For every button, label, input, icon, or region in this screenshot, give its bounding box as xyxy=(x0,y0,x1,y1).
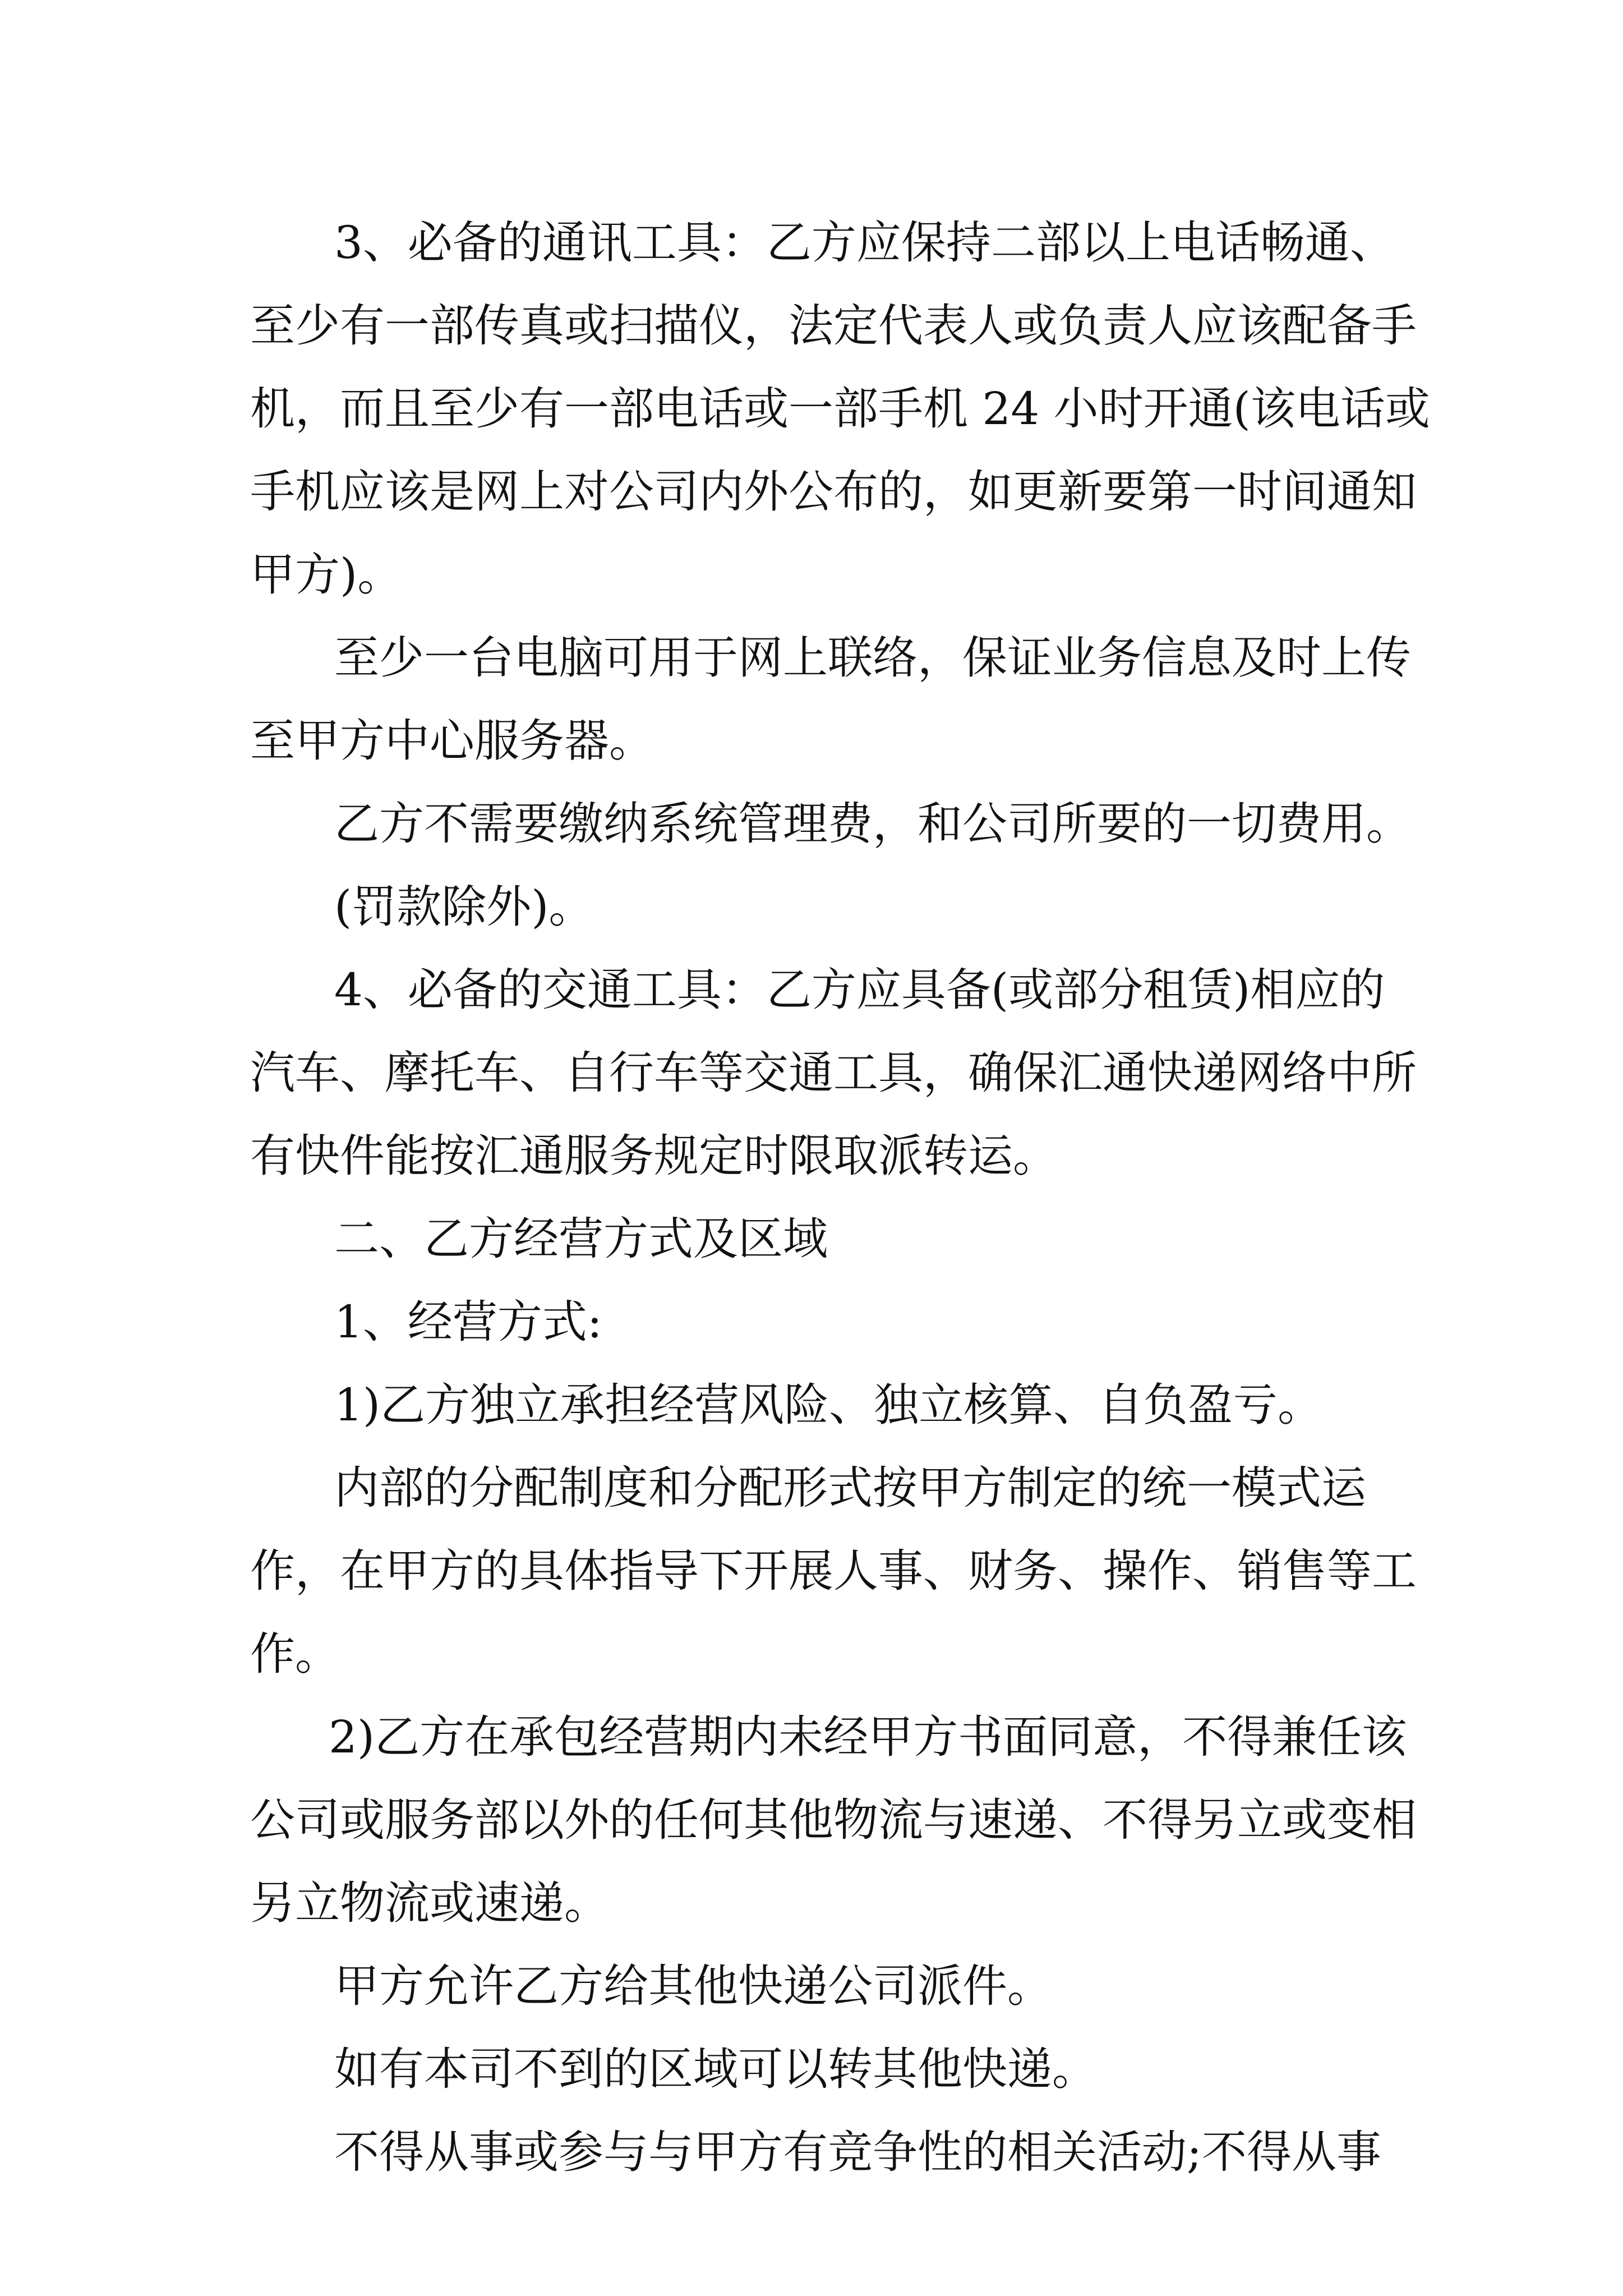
text-line: 甲方允许乙方给其他快递公司派件。 xyxy=(334,1960,1052,2012)
text-line: 汽车、摩托车、自行车等交通工具，确保汇通快递网络中所 xyxy=(250,1047,1417,1099)
text-line: 2)乙方在承包经营期内未经甲方书面同意，不得兼任该 xyxy=(329,1711,1407,1763)
text-line: 至少一台电脑可用于网上联络，保证业务信息及时上传 xyxy=(334,632,1411,684)
text-line: 1)乙方独立承担经营风险、独立核算、自负盈亏。 xyxy=(334,1379,1323,1431)
text-line: 乙方不需要缴纳系统管理费，和公司所要的一切费用。 xyxy=(334,798,1411,850)
text-line: (罚款除外)。 xyxy=(334,881,594,933)
text-line: 4、必备的交通工具：乙方应具备(或部分租赁)相应的 xyxy=(334,964,1385,1016)
text-line: 作。 xyxy=(250,1628,340,1680)
text-line: 手机应该是网上对公司内外公布的，如更新要第一时间通知 xyxy=(250,466,1417,518)
text-line: 不得从事或参与与甲方有竞争性的相关活动;不得从事 xyxy=(334,2126,1381,2178)
text-line: 至少有一部传真或扫描仪，法定代表人或负责人应该配备手 xyxy=(250,300,1417,352)
text-line: 如有本司不到的区域可以转其他快递。 xyxy=(334,2043,1097,2095)
text-line: 作，在甲方的具体指导下开展人事、财务、操作、销售等工 xyxy=(250,1545,1417,1597)
text-line: 内部的分配制度和分配形式按甲方制定的统一模式运 xyxy=(334,1462,1366,1514)
text-line: 至甲方中心服务器。 xyxy=(250,715,654,767)
text-line: 机，而且至少有一部电话或一部手机 24 小时开通(该电话或 xyxy=(250,383,1430,435)
text-line: 公司或服务部以外的任何其他物流与速递、不得另立或变相 xyxy=(250,1794,1417,1846)
text-line: 另立物流或速递。 xyxy=(250,1877,609,1929)
text-line: 有快件能按汇通服务规定时限取派转运。 xyxy=(250,1130,1058,1182)
subsection-heading: 1、经营方式: xyxy=(334,1296,602,1348)
text-line: 甲方)。 xyxy=(250,549,403,601)
section-heading: 二、乙方经营方式及区域 xyxy=(334,1213,828,1265)
text-line: 3、必备的通讯工具：乙方应保持二部以上电话畅通、 xyxy=(334,217,1395,269)
